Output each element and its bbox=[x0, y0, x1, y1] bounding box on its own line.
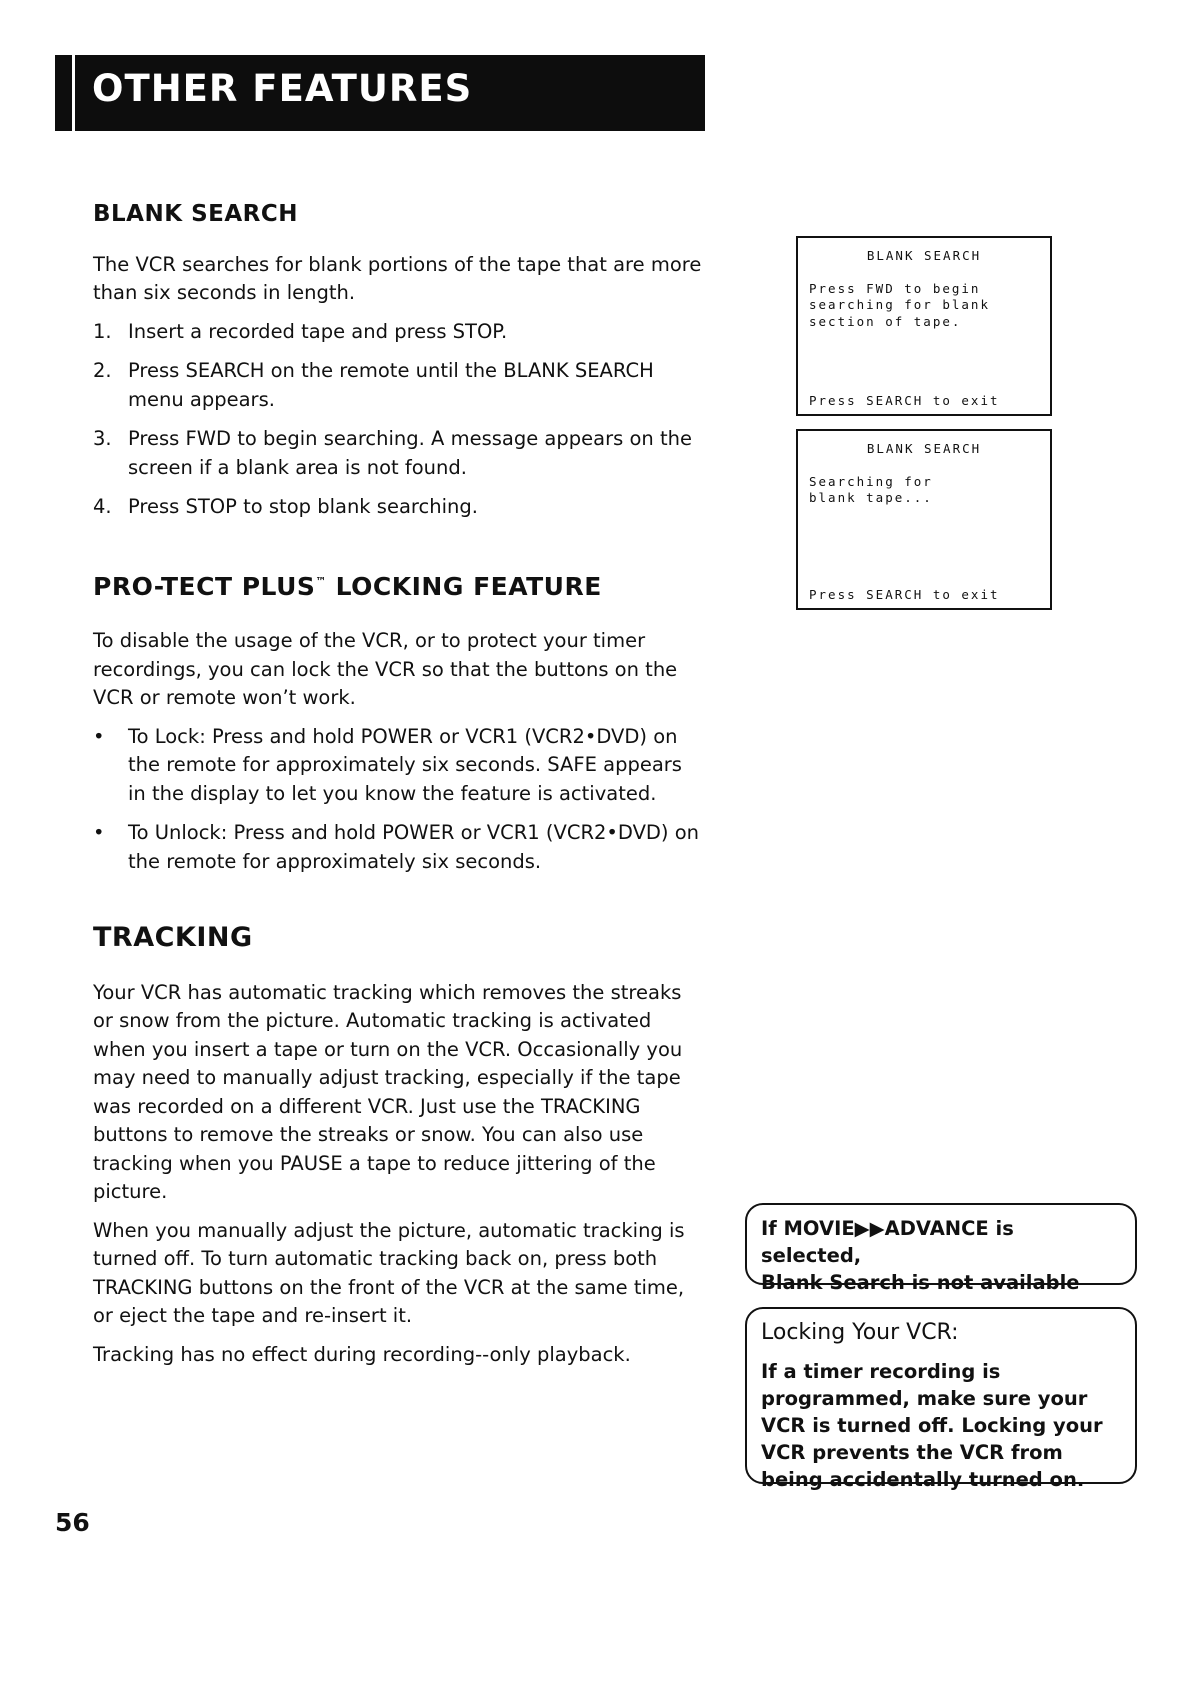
blank-search-intro: The VCR searches for blank portions of the tape that are more than six seconds in length. bbox=[93, 252, 702, 304]
tracking-heading: TRACKING bbox=[93, 922, 253, 953]
step-number: 4. bbox=[93, 495, 112, 518]
tracking-paragraph: When you manually adjust the picture, automatic tracking is turned off. To turn automatic tracking back on, press both TRACKING buttons on the front of the VCR at the same time, or eject the tape and re-insert it. bbox=[93, 1218, 685, 1327]
page-number: 56 bbox=[55, 1508, 90, 1537]
movie-advance-note bbox=[745, 1203, 1137, 1294]
protect-bullets bbox=[93, 723, 705, 877]
note-text: If a timer recording is programmed, make sure your VCR is turned off. Locking your VCR prevents the VCR from being accidentally turned on. bbox=[761, 1360, 1103, 1491]
blank-search-screen-2 bbox=[796, 429, 1052, 610]
banner-accent-bar bbox=[55, 55, 75, 131]
screen-line: Searching for bbox=[809, 473, 933, 489]
list-item bbox=[93, 819, 705, 876]
list-item bbox=[93, 425, 705, 482]
tracking-paragraph: Your VCR has automatic tracking which removes the streaks or snow from the picture. Automatic tracking is activated when you insert a tape or turn on the VCR. Occasionally you may need to manually adjust tracking, especially if the tape was recorded on a different VCR. Just use the TRACKING buttons to remove the streaks or snow. You can also use tracking when you PAUSE a tape to reduce jittering of the picture. bbox=[93, 980, 683, 1203]
step-number: 2. bbox=[93, 359, 112, 382]
step-text: Press STOP to stop blank searching. bbox=[128, 495, 478, 518]
step-text: Press SEARCH on the remote until the BLANK SEARCH menu appears. bbox=[128, 359, 654, 411]
trademark-symbol: ™ bbox=[315, 574, 327, 588]
note-line: Blank Search is not available bbox=[761, 1271, 1080, 1294]
main-column bbox=[93, 200, 705, 1379]
screen-line: blank tape... bbox=[809, 490, 933, 505]
step-text: Insert a recorded tape and press STOP. bbox=[128, 319, 508, 343]
protect-heading-text: PRO-TECT PLUS bbox=[93, 571, 316, 601]
page-title: OTHER FEATURES bbox=[92, 67, 473, 110]
bullet-icon: • bbox=[93, 821, 105, 844]
screen-line: section of tape. bbox=[809, 313, 962, 329]
screen-line: Press FWD to begin bbox=[809, 280, 981, 296]
list-item bbox=[93, 723, 705, 809]
protect-heading-rest: LOCKING FEATURE bbox=[326, 571, 602, 601]
bullet-text: To Lock: Press and hold POWER or VCR1 (VCR2•DVD) on the remote for approximately six seconds. SAFE appears in the display to let you know the feature is activated. bbox=[128, 724, 682, 805]
list-item bbox=[93, 357, 705, 414]
screen-exit-text: Press SEARCH to exit bbox=[809, 392, 1000, 408]
tracking-paragraph: Tracking has no effect during recording--only playback. bbox=[93, 1342, 631, 1366]
list-item bbox=[93, 493, 705, 522]
screen-exit-text: Press SEARCH to exit bbox=[809, 586, 1000, 602]
screen-title: BLANK SEARCH bbox=[866, 441, 982, 456]
step-text: Press FWD to begin searching. A message appears on the screen if a blank area is not found. bbox=[128, 427, 692, 479]
step-number: 1. bbox=[93, 319, 112, 343]
bullet-icon: • bbox=[93, 724, 105, 748]
locking-vcr-note bbox=[745, 1307, 1137, 1491]
note-heading: Locking Your VCR: bbox=[761, 1320, 959, 1345]
protect-intro: To disable the usage of the VCR, or to protect your timer recordings, you can lock the VCR so that the buttons on the VCR or remote won’t work. bbox=[93, 629, 678, 709]
note-line: If MOVIE▶▶ADVANCE is selected, bbox=[761, 1217, 1014, 1267]
bullet-text: To Unlock: Press and hold POWER or VCR1 (VCR2•DVD) on the remote for approximately six seconds. bbox=[128, 821, 700, 873]
step-number: 3. bbox=[93, 427, 112, 450]
screen-title: BLANK SEARCH bbox=[866, 248, 982, 263]
blank-search-steps bbox=[93, 318, 705, 522]
protect-plus-heading bbox=[93, 568, 705, 602]
blank-search-heading: BLANK SEARCH bbox=[93, 201, 298, 227]
section-banner bbox=[55, 55, 705, 131]
list-item bbox=[93, 318, 705, 347]
blank-search-screen-1 bbox=[796, 236, 1052, 416]
screen-line: searching for blank bbox=[809, 297, 990, 312]
